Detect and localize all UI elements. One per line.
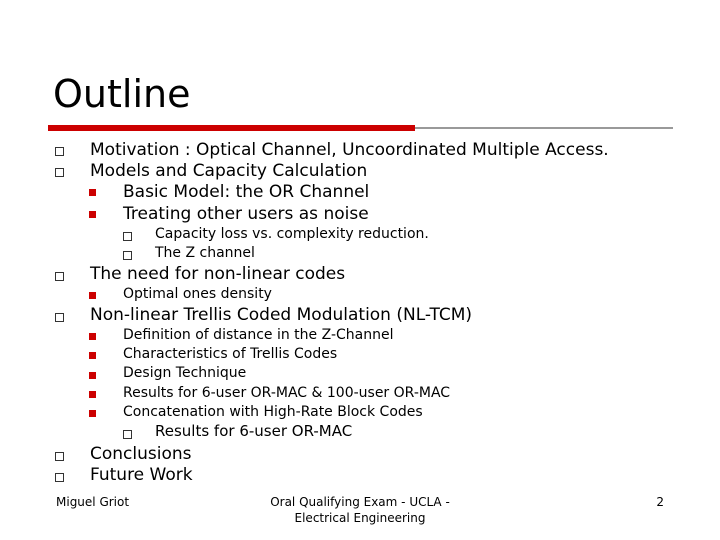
solid-square-bullet-icon	[89, 189, 96, 196]
solid-square-bullet-icon	[89, 410, 96, 417]
hollow-square-bullet-icon	[123, 430, 132, 439]
hollow-square-bullet-icon	[55, 473, 64, 482]
solid-square-bullet-icon	[89, 372, 96, 379]
hollow-square-bullet-icon	[55, 452, 64, 461]
outline-subitem: Basic Model: the OR Channel	[123, 182, 370, 202]
footer-center-line1: Oral Qualifying Exam - UCLA -	[270, 495, 450, 509]
outline-subsubitem: Capacity loss vs. complexity reduction.	[155, 226, 429, 242]
solid-square-bullet-icon	[89, 352, 96, 359]
outline-subitem: Concatenation with High-Rate Block Codes	[123, 404, 423, 420]
outline-item: Models and Capacity Calculation	[90, 161, 368, 181]
outline-subsubitem: The Z channel	[155, 245, 255, 261]
footer-center-line2: Electrical Engineering	[294, 511, 426, 525]
footer-author: Miguel Griot	[56, 495, 130, 509]
outline-subitem: Optimal ones density	[123, 286, 272, 302]
hollow-square-bullet-icon	[55, 168, 64, 177]
outline-subitem: Definition of distance in the Z-Channel	[123, 327, 394, 343]
title-underline-accent	[48, 125, 415, 131]
footer-center	[250, 494, 470, 526]
outline-item: Non-linear Trellis Coded Modulation (NL-TCM)	[90, 305, 473, 325]
hollow-square-bullet-icon	[55, 147, 64, 156]
outline-item: Conclusions	[90, 444, 192, 464]
outline-subitem: Treating other users as noise	[123, 204, 369, 224]
hollow-square-bullet-icon	[123, 232, 132, 241]
title-underline-rule	[415, 127, 673, 129]
page-number: 2	[656, 495, 664, 509]
hollow-square-bullet-icon	[123, 251, 132, 260]
solid-square-bullet-icon	[89, 211, 96, 218]
solid-square-bullet-icon	[89, 391, 96, 398]
outline-item: The need for non-linear codes	[90, 264, 346, 284]
outline-item: Future Work	[90, 465, 193, 485]
hollow-square-bullet-icon	[55, 272, 64, 281]
solid-square-bullet-icon	[89, 292, 96, 299]
outline-subitem: Results for 6-user OR-MAC & 100-user OR-MAC	[123, 385, 451, 401]
outline-subsubitem: Results for 6-user OR-MAC	[155, 422, 353, 440]
solid-square-bullet-icon	[89, 333, 96, 340]
outline-subitem: Design Technique	[123, 365, 247, 381]
slide-title: Outline	[53, 72, 191, 116]
outline-item: Motivation : Optical Channel, Uncoordinated Multiple Access.	[90, 140, 609, 160]
outline-subitem: Characteristics of Trellis Codes	[123, 346, 338, 362]
hollow-square-bullet-icon	[55, 313, 64, 322]
